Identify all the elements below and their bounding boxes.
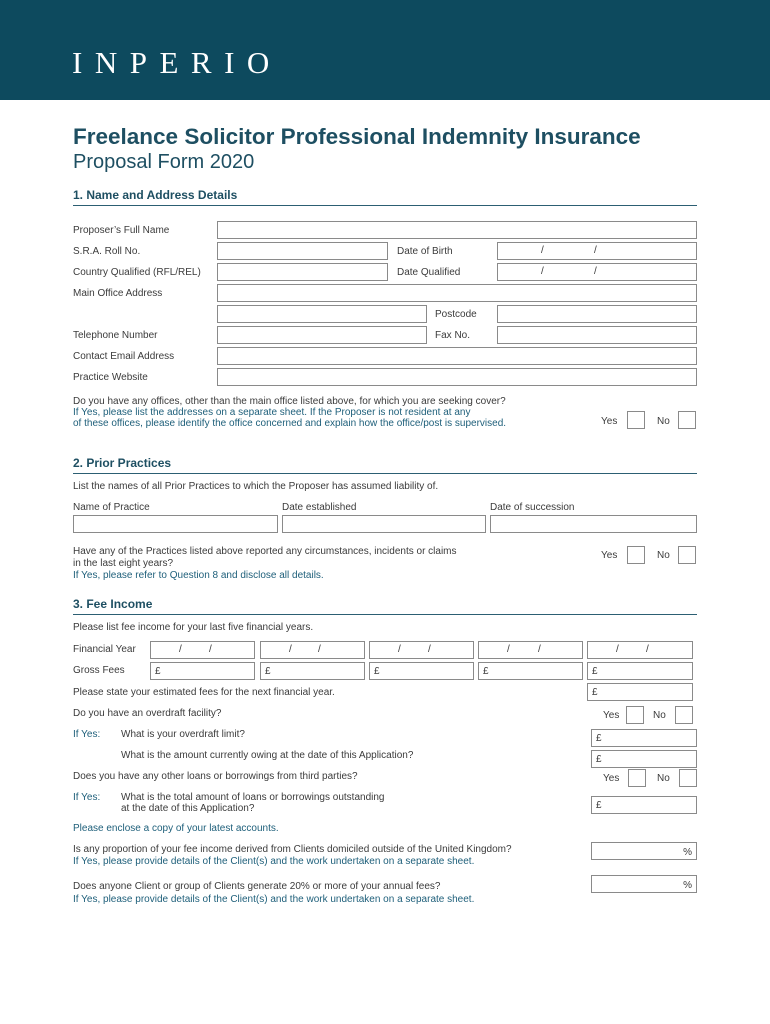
outside-uk-note: If Yes, please provide details of the Client(s) and the work undertaken on a separate sheet. (73, 856, 475, 867)
dob-field[interactable] (497, 242, 697, 260)
main-office-field[interactable] (217, 284, 697, 302)
email-label: Contact Email Address (73, 351, 175, 362)
telephone-label: Telephone Number (73, 330, 158, 341)
fy3-slash-2: / (428, 644, 431, 655)
section-3-rule (73, 614, 697, 615)
overdraft-owing-label: What is the amount currently owing at the date of this Application? (121, 750, 414, 761)
section-1-heading: 1. Name and Address Details (73, 188, 238, 202)
overdraft-yes-label: Yes (603, 710, 620, 721)
offices-yes-label: Yes (601, 416, 618, 427)
fax-field[interactable] (497, 326, 697, 344)
postcode-label: Postcode (435, 309, 477, 320)
roll-no-label: S.R.A. Roll No. (73, 246, 141, 257)
header-band (0, 0, 770, 100)
website-label: Practice Website (73, 372, 148, 383)
dq-slash-1: / (541, 266, 544, 277)
gross-fees-1[interactable] (150, 662, 255, 680)
overdraft-no-checkbox[interactable] (675, 706, 693, 724)
financial-year-4[interactable] (478, 641, 583, 659)
section-2-heading: 2. Prior Practices (73, 456, 172, 470)
twenty-percent-field[interactable] (591, 875, 697, 893)
oo-pound: £ (596, 754, 602, 765)
circumstances-question-2: in the last eight years? (73, 558, 174, 569)
twenty-percent-question: Does anyone Client or group of Clients generate 20% or more of your annual fees? (73, 881, 441, 892)
dq-slash-2: / (594, 266, 597, 277)
fy5-slash-2: / (646, 644, 649, 655)
gross-fees-label: Gross Fees (73, 665, 125, 676)
full-name-label: Proposer’s Full Name (73, 225, 170, 236)
tp-percent: % (683, 880, 692, 891)
offices-no-checkbox[interactable] (678, 411, 696, 429)
date-succession-field[interactable] (490, 515, 697, 533)
financial-year-1[interactable] (150, 641, 255, 659)
roll-no-field[interactable] (217, 242, 388, 260)
financial-year-3[interactable] (369, 641, 474, 659)
fee-income-intro: Please list fee income for your last five financial years. (73, 622, 314, 633)
financial-year-2[interactable] (260, 641, 365, 659)
fy4-slash-2: / (538, 644, 541, 655)
fy1-slash-2: / (209, 644, 212, 655)
loans-total-label-1: What is the total amount of loans or borrowings outstanding (121, 792, 385, 803)
overdraft-owing-field[interactable] (591, 750, 697, 768)
circ-no-label: No (657, 550, 670, 561)
fax-label: Fax No. (435, 330, 471, 341)
gross-fees-3[interactable] (369, 662, 474, 680)
form-subtitle: Proposal Form 2020 (73, 151, 255, 173)
loans-no-checkbox[interactable] (679, 769, 697, 787)
prior-practices-intro: List the names of all Prior Practices to which the Proposer has assumed liability of. (73, 481, 439, 492)
offices-note-2: of these offices, please identify the office concerned and explain how the office/post is supervised. (73, 418, 507, 429)
lt-pound: £ (596, 800, 602, 811)
telephone-field[interactable] (217, 326, 427, 344)
overdraft-question: Do you have an overdraft facility? (73, 708, 222, 719)
practice-name-field[interactable] (73, 515, 278, 533)
loans-total-field[interactable] (591, 796, 697, 814)
estimated-fees-label: Please state your estimated fees for the next financial year. (73, 687, 335, 698)
est-pound: £ (592, 687, 598, 698)
overdraft-if-yes: If Yes: (73, 729, 101, 740)
estimated-fees-field[interactable] (587, 683, 693, 701)
website-field[interactable] (217, 368, 697, 386)
financial-year-5[interactable] (587, 641, 693, 659)
main-office-label: Main Office Address (73, 288, 163, 299)
circ-yes-label: Yes (601, 550, 618, 561)
loans-total-label-2: at the date of this Application? (121, 803, 255, 814)
dob-label: Date of Birth (397, 246, 453, 257)
outside-uk-question: Is any proportion of your fee income derived from Clients domiciled outside of the United Kingdom? (73, 844, 512, 855)
gf1-pound: £ (155, 666, 161, 677)
loans-yes-checkbox[interactable] (628, 769, 646, 787)
overdraft-limit-label: What is your overdraft limit? (121, 729, 245, 740)
ouk-percent: % (683, 847, 692, 858)
postcode-field[interactable] (497, 305, 697, 323)
form-title: Freelance Solicitor Professional Indemnity Insurance (73, 124, 641, 149)
circ-no-checkbox[interactable] (678, 546, 696, 564)
loans-if-yes: If Yes: (73, 792, 101, 803)
offices-no-label: No (657, 416, 670, 427)
overdraft-no-label: No (653, 710, 666, 721)
offices-yes-checkbox[interactable] (627, 411, 645, 429)
fy5-slash-1: / (616, 644, 619, 655)
fy4-slash-1: / (507, 644, 510, 655)
gross-fees-4[interactable] (478, 662, 583, 680)
section-1-rule (73, 205, 697, 206)
twenty-percent-note: If Yes, please provide details of the Client(s) and the work undertaken on a separate sheet. (73, 894, 475, 905)
offices-question: Do you have any offices, other than the main office listed above, for which you are seeking cover? (73, 396, 506, 407)
outside-uk-percent-field[interactable] (591, 842, 697, 860)
gross-fees-2[interactable] (260, 662, 365, 680)
ol-pound: £ (596, 733, 602, 744)
section-3-heading: 3. Fee Income (73, 597, 153, 611)
circumstances-question-1: Have any of the Practices listed above reported any circumstances, incidents or claims (73, 546, 457, 557)
fy2-slash-2: / (318, 644, 321, 655)
loans-no-label: No (657, 773, 670, 784)
gf5-pound: £ (592, 666, 598, 677)
gf4-pound: £ (483, 666, 489, 677)
offices-note-1: If Yes, please list the addresses on a separate sheet. If the Proposer is not resident at any (73, 407, 471, 418)
gross-fees-5[interactable] (587, 662, 693, 680)
fy1-slash-1: / (179, 644, 182, 655)
date-qualified-label: Date Qualified (397, 267, 461, 278)
loans-yes-label: Yes (603, 773, 620, 784)
financial-year-label: Financial Year (73, 644, 136, 655)
accounts-note: Please enclose a copy of your latest accounts. (73, 823, 279, 834)
section-2-rule (73, 473, 697, 474)
col-date-established: Date established (282, 502, 357, 513)
date-established-field[interactable] (282, 515, 486, 533)
fy3-slash-1: / (398, 644, 401, 655)
circ-yes-checkbox[interactable] (627, 546, 645, 564)
date-qualified-field[interactable] (497, 263, 697, 281)
loans-question: Does you have any other loans or borrowings from third parties? (73, 771, 358, 782)
email-field[interactable] (217, 347, 697, 365)
full-name-field[interactable] (217, 221, 697, 239)
fy2-slash-1: / (289, 644, 292, 655)
col-date-succession: Date of succession (490, 502, 575, 513)
dob-slash-2: / (594, 245, 597, 256)
gf2-pound: £ (265, 666, 271, 677)
country-field[interactable] (217, 263, 388, 281)
main-office-field-2[interactable] (217, 305, 427, 323)
col-name-of-practice: Name of Practice (73, 502, 150, 513)
overdraft-limit-field[interactable] (591, 729, 697, 747)
inperio-logo: INPERIO (72, 45, 282, 80)
dob-slash-1: / (541, 245, 544, 256)
country-label: Country Qualified (RFL/REL) (73, 267, 201, 278)
overdraft-yes-checkbox[interactable] (626, 706, 644, 724)
gf3-pound: £ (374, 666, 380, 677)
circumstances-note: If Yes, please refer to Question 8 and disclose all details. (73, 570, 324, 581)
